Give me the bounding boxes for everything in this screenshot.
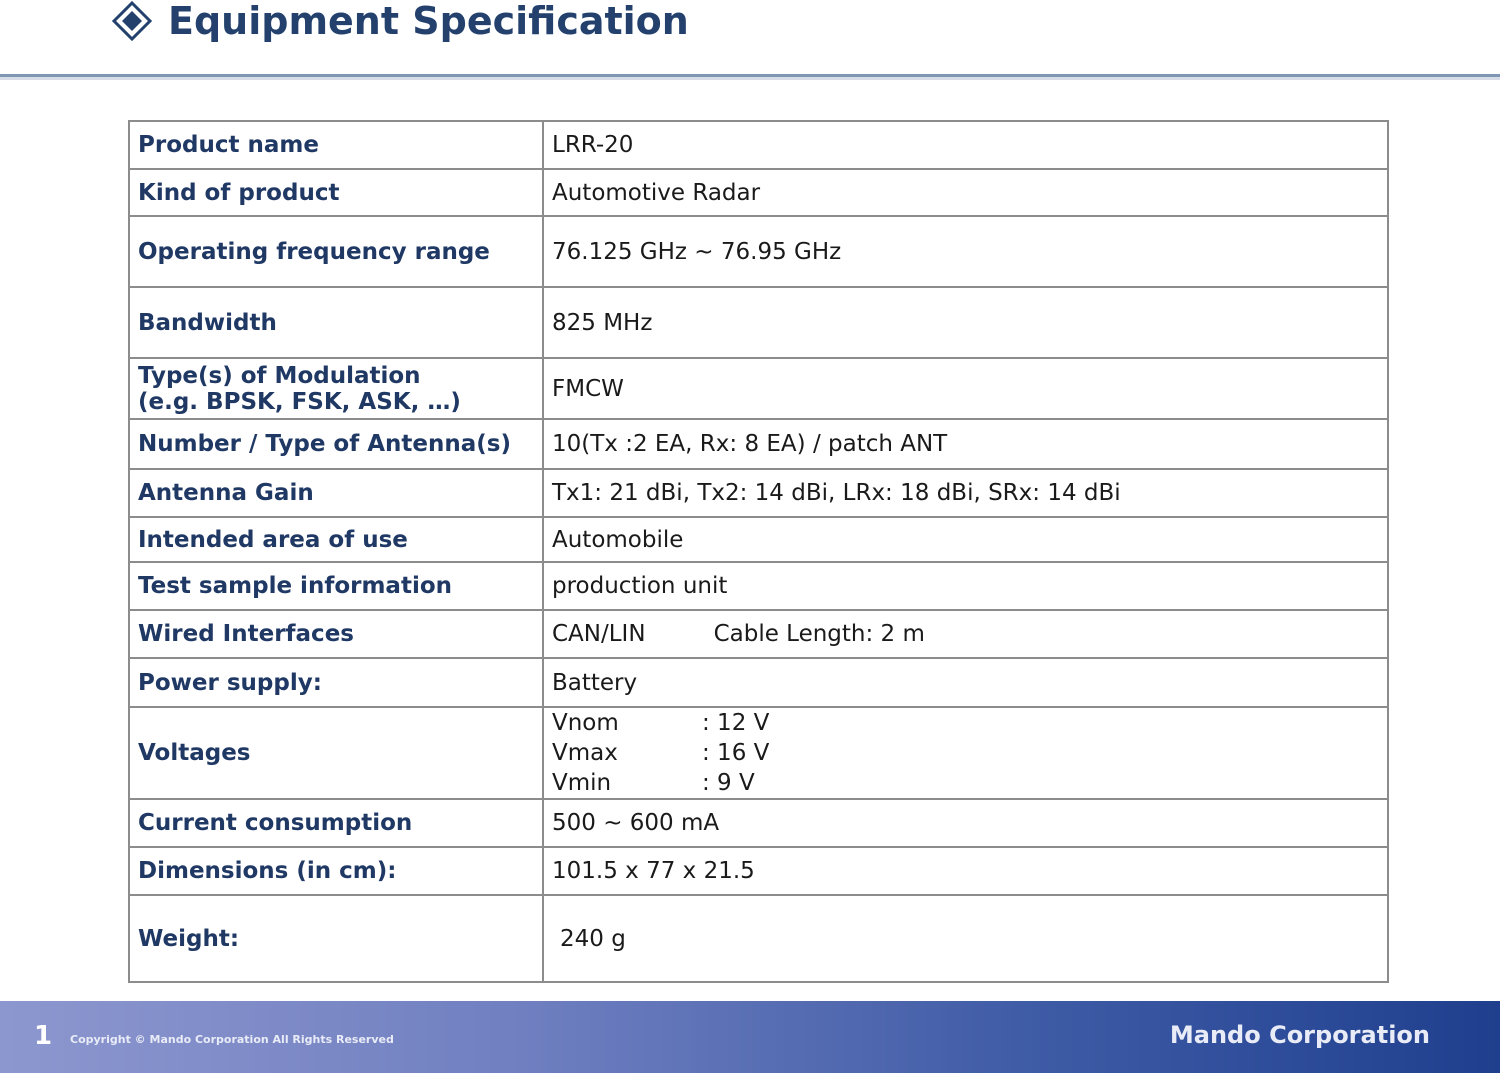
table-row bbox=[129, 562, 1388, 610]
table-row bbox=[129, 287, 1388, 358]
table-row bbox=[129, 469, 1388, 517]
title-divider-shadow bbox=[0, 77, 1500, 80]
page-title bbox=[112, 0, 689, 46]
row-label: Operating frequency range bbox=[129, 216, 543, 287]
voltage-value: : 9 V bbox=[702, 770, 755, 796]
cable-length: Cable Length: 2 m bbox=[713, 621, 925, 647]
row-value: production unit bbox=[543, 562, 1388, 610]
row-value: Automobile bbox=[543, 517, 1388, 562]
row-value: LRR-20 bbox=[543, 121, 1388, 169]
row-label: Bandwidth bbox=[129, 287, 543, 358]
voltage-name: Vmax bbox=[552, 740, 618, 766]
row-label: Number / Type of Antenna(s) bbox=[129, 419, 543, 469]
spec-table bbox=[128, 120, 1389, 983]
row-label: Intended area of use bbox=[129, 517, 543, 562]
table-row bbox=[129, 895, 1388, 982]
table-row bbox=[129, 799, 1388, 847]
table-row bbox=[129, 610, 1388, 658]
table-row bbox=[129, 847, 1388, 895]
row-value bbox=[543, 707, 1388, 799]
table-row bbox=[129, 419, 1388, 469]
row-label: Wired Interfaces bbox=[129, 610, 543, 658]
row-value: 76.125 GHz ~ 76.95 GHz bbox=[543, 216, 1388, 287]
row-label-line1: Type(s) of Modulation bbox=[138, 362, 421, 389]
voltage-line bbox=[552, 768, 1379, 798]
row-value: FMCW bbox=[543, 358, 1388, 419]
row-value: Automotive Radar bbox=[543, 169, 1388, 216]
voltage-value: : 16 V bbox=[702, 740, 770, 766]
copyright-text: Copyright © Mando Corporation All Rights Reserved bbox=[70, 1033, 394, 1046]
row-label: Current consumption bbox=[129, 799, 543, 847]
row-label: Product name bbox=[129, 121, 543, 169]
page-number: 1 bbox=[34, 1021, 53, 1051]
table-row bbox=[129, 169, 1388, 216]
row-label: Dimensions (in cm): bbox=[129, 847, 543, 895]
table-row bbox=[129, 121, 1388, 169]
row-label: Antenna Gain bbox=[129, 469, 543, 517]
row-label: Voltages bbox=[129, 707, 543, 799]
row-label: Test sample information bbox=[129, 562, 543, 610]
row-value: 10(Tx :2 EA, Rx: 8 EA) / patch ANT bbox=[543, 419, 1388, 469]
row-label: Kind of product bbox=[129, 169, 543, 216]
table-row bbox=[129, 358, 1388, 419]
voltage-name: Vnom bbox=[552, 710, 619, 736]
footer-bar bbox=[0, 1001, 1500, 1073]
page-title-text: Equipment Specification bbox=[168, 0, 689, 43]
row-value: 825 MHz bbox=[543, 287, 1388, 358]
row-value bbox=[543, 610, 1388, 658]
row-label: Weight: bbox=[129, 895, 543, 982]
voltage-line bbox=[552, 708, 1379, 738]
table-row bbox=[129, 658, 1388, 707]
row-value: 101.5 x 77 x 21.5 bbox=[543, 847, 1388, 895]
table-row bbox=[129, 707, 1388, 799]
voltage-name: Vmin bbox=[552, 770, 612, 796]
row-label bbox=[129, 358, 543, 419]
row-label-line2: (e.g. BPSK, FSK, ASK, …) bbox=[138, 388, 461, 415]
row-value: Battery bbox=[543, 658, 1388, 707]
table-row bbox=[129, 517, 1388, 562]
voltage-line bbox=[552, 738, 1379, 768]
row-label: Power supply: bbox=[129, 658, 543, 707]
company-logo-text: Mando Corporation bbox=[1169, 1021, 1430, 1049]
row-value: Tx1: 21 dBi, Tx2: 14 dBi, LRx: 18 dBi, SRx: 14 dBi bbox=[543, 469, 1388, 517]
row-value: 240 g bbox=[543, 895, 1388, 982]
voltage-value: : 12 V bbox=[702, 710, 770, 736]
interface-type: CAN/LIN bbox=[552, 621, 646, 647]
row-value: 500 ~ 600 mA bbox=[543, 799, 1388, 847]
table-row bbox=[129, 216, 1388, 287]
diamond-bullet-icon bbox=[112, 1, 152, 41]
